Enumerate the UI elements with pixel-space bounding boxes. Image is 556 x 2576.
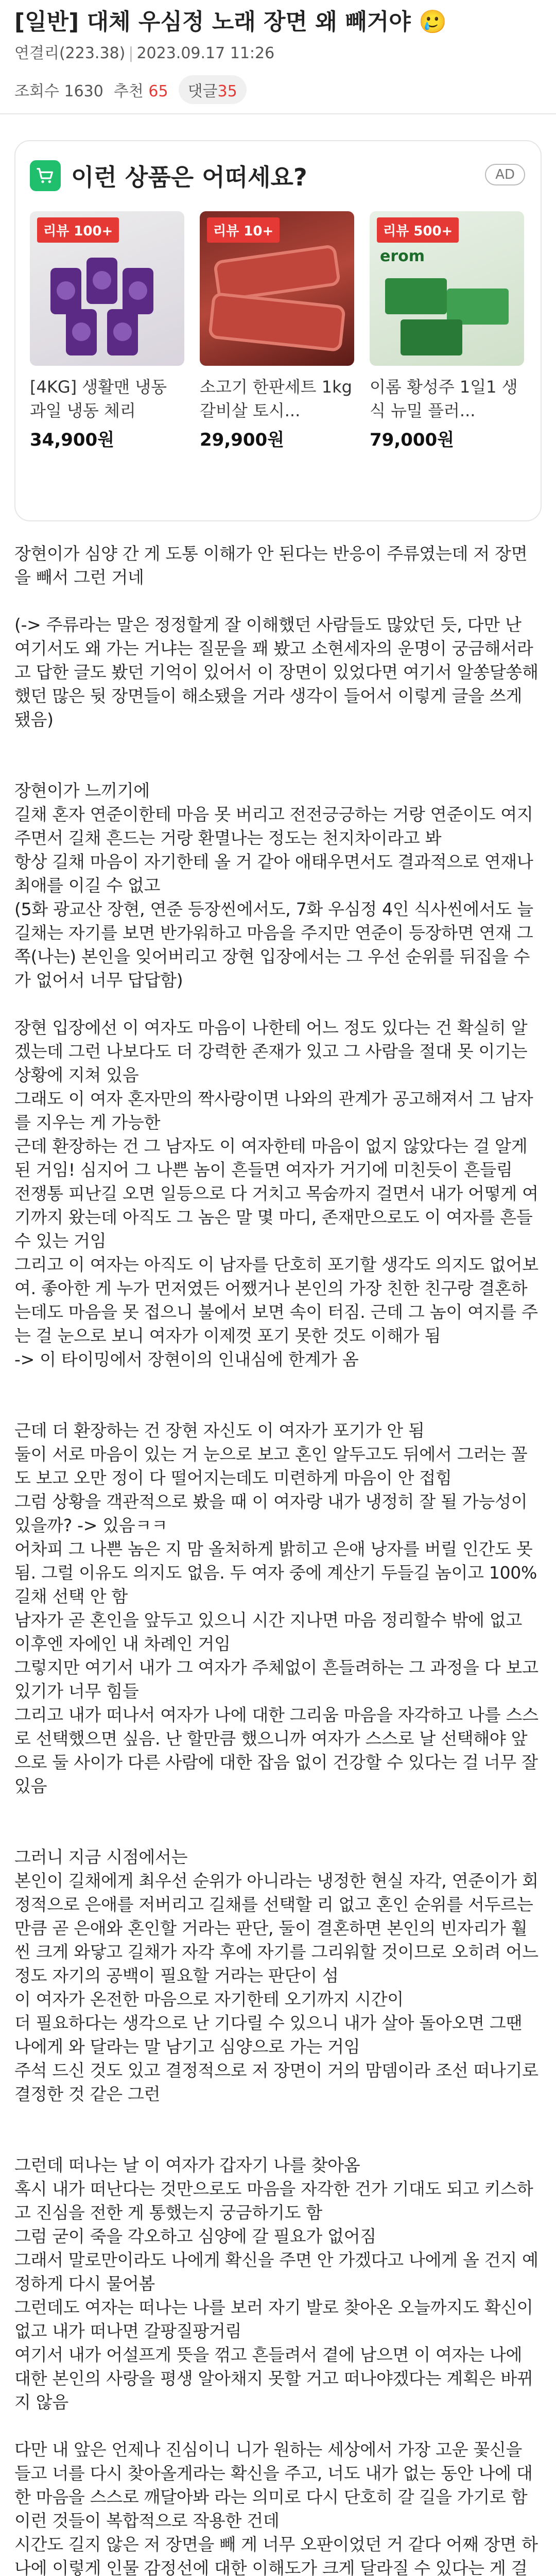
blank-line xyxy=(14,1371,542,1395)
review-count-tag: 리뷰 10+ xyxy=(207,217,280,243)
ad-badge[interactable]: AD xyxy=(485,164,525,185)
post-title-text: 대체 우심정 노래 장면 왜 빼거야 🥲 xyxy=(86,9,447,35)
blank-line xyxy=(14,1395,542,1419)
body-paragraph: 이런 것들이 복합적으로 작용한 건데 xyxy=(14,2511,280,2531)
body-paragraph: 그런데도 여자는 떠나는 나를 보러 자기 발로 찾아온 오늘까지도 확신이 없고 내가 떠나면 갈팡질팡거림 xyxy=(14,2297,538,2341)
blank-line xyxy=(14,2106,542,2130)
product-image[interactable] xyxy=(30,211,184,366)
body-paragraph: 그렇지만 여기서 내가 그 여자가 주체없이 흔들려하는 그 과정을 다 보고 있기가 너무 힘들 xyxy=(14,1657,544,1701)
review-count-tag: 리뷰 500+ xyxy=(377,217,459,243)
blank-line xyxy=(14,2414,542,2438)
product-price: 34,900원 xyxy=(30,430,115,450)
body-paragraph: 혹시 내가 떠난다는 것만으로도 마음을 자각한 건가 기대도 되고 키스하고 진심을 전한 게 통했는지 궁금하기도 함 xyxy=(14,2179,533,2223)
ad-recommendation-box xyxy=(14,140,542,521)
product-card[interactable] xyxy=(370,211,524,451)
post-date: 2023.09.17 11:26 xyxy=(136,44,275,62)
body-paragraph: 그러니 지금 시점에서는 xyxy=(14,1847,188,1867)
body-paragraph: 시간도 길지 않은 저 장면을 빼 게 너무 오판이었던 거 같다 어째 장면 하나에 이렇게 인물 감정선에 대한 이해도가 크게 달라질 수 있다는 게 걸 xyxy=(14,2534,538,2576)
body-paragraph: 장현이가 심양 간 게 도통 이해가 안 된다는 반응이 주류였는데 저 장면을 빼서 그런 거네 xyxy=(14,544,528,587)
blank-line xyxy=(14,2130,542,2154)
product-image[interactable] xyxy=(200,211,354,366)
ad-title: 이런 상품은 어떠세요? xyxy=(71,163,307,191)
body-paragraph: 근데 환장하는 건 그 남자도 이 여자한테 마음이 없지 않았다는 걸 알게 된 거임! 심지어 그 나쁜 놈이 흔들면 여자가 거기에 미친듯이 흔들림 xyxy=(14,1136,533,1180)
body-paragraph: -> 이 타이밍에서 장현이의 인내심에 한계가 옴 xyxy=(14,1349,359,1369)
body-paragraph: 본인이 길채에게 최우선 순위가 아니라는 냉정한 현실 자각, 연준이가 회정적으로 은애를 저버리고 길채를 선택할 리 없고 혼인 순위를 서두르는 만큼 곧 은애와 혼인할 거라는 판단, 둘이 결혼하면 본인의 빈자리가 훨씬 크게 와닿고 길채가 자각 후에 자기를 그리워할 것이므로 오히려 어느 정도 자기의 공백이 필요할 거라는 판단이 섬 xyxy=(14,1871,544,1986)
body-paragraph: 그리고 이 여자는 아직도 이 남자를 단호히 포기할 생각도 의지도 없어보여. 좋아한 게 누가 먼저였든 어쨌거나 본인의 가장 친한 친구랑 결혼하는데도 마음을 못 접으니 불에서 보면 속이 터짐. 근데 그 놈이 여지를 주는 걸 눈으로 보니 여자가 이제껏 포기 못한 것도 이해가 됨 xyxy=(14,1255,538,1346)
body-paragraph: 그래도 이 여자 혼자만의 짝사랑이면 나와의 관계가 공고해져서 그 남자를 지우는 게 가능한 xyxy=(14,1089,533,1132)
body-paragraph: 둘이 서로 마음이 있는 거 눈으로 보고 혼인 알두고도 뒤에서 그러는 꼴도 보고 오만 정이 다 떨어지는데도 미련하게 마음이 안 접힘 xyxy=(14,1444,528,1488)
body-paragraph: 그럼 굳이 죽을 각오하고 심양에 갈 필요가 없어짐 xyxy=(14,2226,376,2246)
product-name[interactable]: 이롬 황성주 1일1 생식 뉴밀 플러... xyxy=(370,377,518,420)
header-divider xyxy=(0,113,556,114)
body-paragraph: 그럼 상황을 객관적으로 봤을 때 이 여자랑 내가 냉정히 잘 될 가능성이 있을까? -> 있음ㅋㅋ xyxy=(14,1492,533,1535)
body-paragraph: 근데 더 환장하는 건 장현 자신도 이 여자가 포기가 안 됨 xyxy=(14,1420,425,1440)
product-image[interactable] xyxy=(370,211,524,366)
brand-logo: erom xyxy=(380,247,425,265)
body-paragraph: 항상 길채 마음이 자기한테 올 거 같아 애태우면서도 결과적으로 연재나 최애를 이길 수 없고 xyxy=(14,852,538,895)
body-paragraph: 남자가 곧 혼인을 앞두고 있으니 시간 지나면 마음 정리할수 밖에 없고 이후엔 자에인 내 차례인 거임 xyxy=(14,1610,528,1654)
post-stats xyxy=(14,74,542,105)
ad-header xyxy=(30,159,526,193)
comments-button[interactable]: 댓글35 xyxy=(179,75,247,104)
body-paragraph: 다만 내 앞은 언제나 진심이니 니가 원하는 세상에서 가장 고운 꽃신을 들고 너를 다시 찾아올게라는 확신을 주고, 너도 내가 없는 동안 나에 대한 마음을 스스로 깨달아봐 라는 의미로 다시 단호히 갈 길을 가기로 함 xyxy=(14,2439,533,2507)
blank-line xyxy=(14,732,542,755)
blank-line xyxy=(14,755,542,779)
views-stat: 조회수 1630 xyxy=(14,82,103,100)
blank-line xyxy=(14,1822,542,1845)
meta-separator: | xyxy=(128,44,134,62)
post-category: [일반] xyxy=(14,9,79,35)
product-price: 79,000원 xyxy=(370,430,455,450)
body-paragraph: 그리고 내가 떠나서 여자가 나에 대한 그리움 마음을 자각하고 나를 스스로 선택했으면 싶음. 난 할만큼 했으니까 여자가 스스로 날 선택해야 앞으로 둘 사이가 다른 사람에 대한 잡음 없이 건강할 수 있다는 걸 너무 잘 있음 xyxy=(14,1705,543,1796)
body-paragraph: (5화 광교산 장현, 연준 등장씬에서도, 7화 우심정 4인 식사씬에서도 늘 길채는 자기를 보면 반가워하고 마음을 주지만 연준이 등장하면 연재 그쪽(나는) 본인을 잊어버리고 장현 입장에서는 그 우선 순위를 뒤집을 수가 없어서 너무 답답함) xyxy=(14,899,538,990)
likes-stat: 추천 65 xyxy=(113,82,168,100)
post-title xyxy=(14,7,542,37)
product-name[interactable]: 소고기 한판세트 1kg 갈비살 토시... xyxy=(200,377,352,420)
body-paragraph: 더 필요하다는 생각으로 난 기다릴 수 있으니 내가 살아 돌아오면 그땐 나에게 와 달라는 말 남기고 심양으로 가는 거임 xyxy=(14,2013,528,2057)
product-name[interactable]: [4KG] 생활맨 냉동 과일 냉동 체리 xyxy=(30,377,167,420)
cart-icon xyxy=(30,160,61,191)
body-paragraph: (-> 주류라는 말은 정정할게 잘 이해했던 사람들도 많았던 듯, 다만 난 여기서도 왜 가는 거냐는 질문을 꽤 봤고 소현세자의 운명이 궁금해서라고 답한 글도 봤던 기억이 있어서 이 장면이 있었다면 여기서 알쏭달쏭해했던 많은 뒷 장면들이 해소됐을 거라 생각이 들어서 이렇게 글을 쓰게 됐음) xyxy=(14,615,538,730)
blank-line xyxy=(14,1798,542,1822)
body-paragraph: 그래서 말로만이라도 나에게 확신을 주면 안 가겠다고 나에게 올 건지 예정하게 다시 물어봄 xyxy=(14,2250,538,2294)
body-paragraph: 장현이가 느끼기에 xyxy=(14,781,150,801)
product-list xyxy=(30,211,526,451)
blank-line xyxy=(14,589,542,613)
blank-line xyxy=(14,992,542,1016)
body-paragraph: 여기서 내가 어설프게 뜻을 꺾고 흔들려서 곁에 남으면 이 여자는 나에 대한 본인의 사랑을 평생 알아채지 못할 거고 떠나야겠다는 계획은 바뀌지 않음 xyxy=(14,2345,533,2412)
post-body xyxy=(0,542,556,2576)
post-meta xyxy=(14,42,542,65)
body-paragraph: 그런데 떠나는 날 이 여자가 갑자기 나를 찾아옴 xyxy=(14,2155,360,2175)
body-paragraph: 전쟁통 피난길 오면 일등으로 다 거치고 목숨까지 걸면서 내가 어떻게 여기까지 왔는데 아직도 그 놈은 말 몇 마디, 존재만으로도 이 여자를 흔들 수 있는 거임 xyxy=(14,1183,538,1251)
product-card[interactable] xyxy=(200,211,354,451)
body-paragraph: 장현 입장에선 이 여자도 마음이 나한테 어느 정도 있다는 건 확실히 알겠는데 그런 나보다도 더 강력한 존재가 있고 그 사람을 절대 못 이기는 상황에 지쳐 있음 xyxy=(14,1018,533,1085)
body-paragraph: 이 여자가 온전한 마음으로 자기한테 오기까지 시간이 xyxy=(14,1989,404,2009)
body-paragraph: 어차피 그 나쁜 놈은 지 맘 올처하게 밝히고 은애 낭자를 버릴 인간도 못 됨. 그럴 이유도 의지도 없음. 두 여자 중에 계산기 두들길 놈이고 100% 길채 선택 안 함 xyxy=(14,1539,543,1606)
post-header xyxy=(0,0,556,105)
product-card[interactable] xyxy=(30,211,184,451)
review-count-tag: 리뷰 100+ xyxy=(37,217,119,243)
post-author[interactable]: 연결리(223.38) xyxy=(14,44,126,62)
body-paragraph: 주석 드신 것도 있고 결정적으로 저 장면이 거의 맘뎀이라 조선 떠나기로 결정한 것 같은 그런 xyxy=(14,2060,544,2104)
body-paragraph: 길채 혼자 연준이한테 마음 못 버리고 전전긍긍하는 거랑 연준이도 여지 주면서 길채 흔드는 거랑 환멸나는 정도는 천지차이라고 봐 xyxy=(14,804,538,848)
product-price: 29,900원 xyxy=(200,430,285,450)
